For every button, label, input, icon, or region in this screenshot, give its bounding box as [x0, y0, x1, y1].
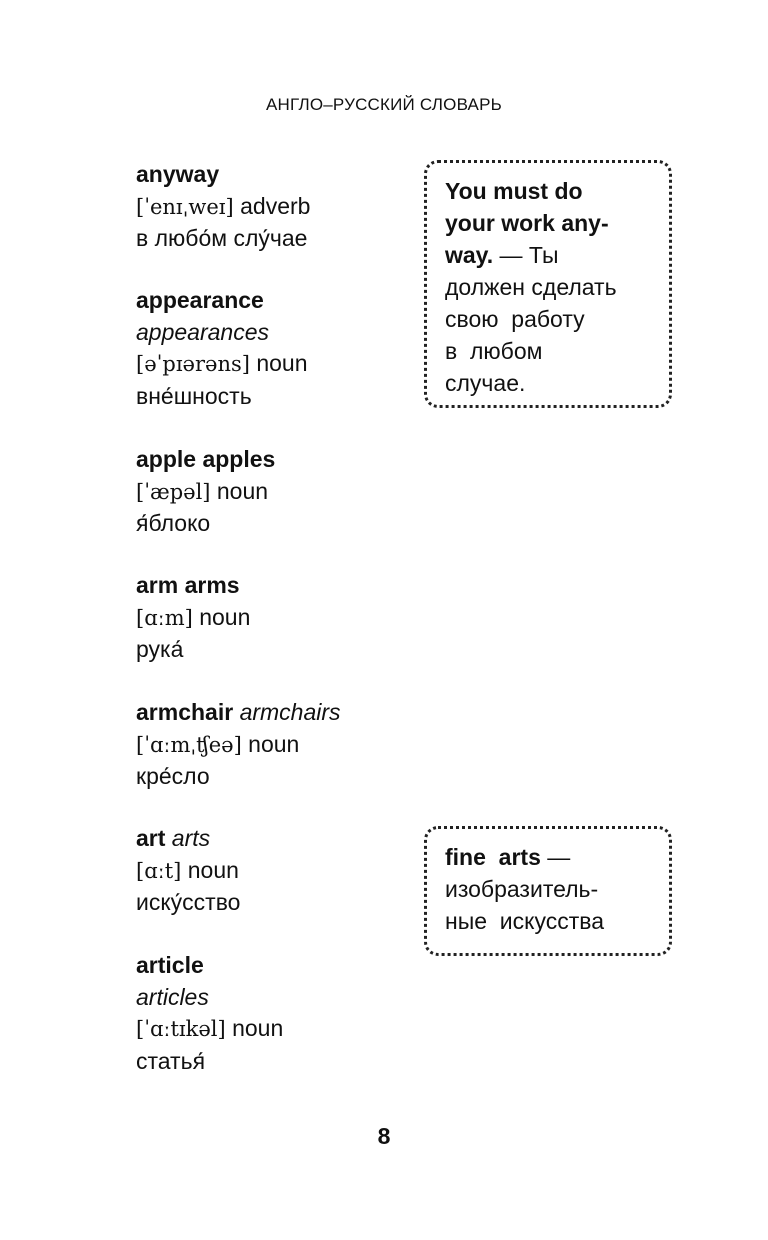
example-word: your [445, 210, 495, 236]
example-word: You [445, 178, 487, 204]
transcription: [ɑːm] [136, 605, 193, 630]
word-forms: arts [171, 825, 211, 851]
running-head: АНГЛО–РУССКИЙ СЛОВАРЬ [266, 95, 502, 114]
translation: в любо́м слу́чае [136, 225, 308, 251]
translation: рука́ [136, 636, 184, 662]
example-translation: изобразитель- [445, 876, 599, 902]
entry-armchair [136, 697, 436, 793]
example-line [445, 175, 653, 207]
example-translation: в любом [445, 338, 543, 364]
example-translation: случае. [445, 370, 526, 396]
part-of-speech: noun [248, 730, 300, 757]
headword: arm arms [136, 572, 240, 598]
word-forms: armchairs [239, 699, 341, 725]
translation: кре́сло [136, 763, 210, 789]
example-line [445, 271, 653, 303]
example-word: any- [561, 210, 609, 236]
example-line [445, 239, 653, 271]
part-of-speech: adverb [240, 192, 311, 219]
headword: anyway [136, 161, 220, 187]
transcription: [ˈenɪˌweɪ] [136, 194, 234, 219]
part-of-speech: noun [232, 1015, 284, 1041]
translation: вне́шность [136, 382, 252, 409]
example-line [445, 841, 653, 873]
example-translation: — Ты [493, 242, 559, 268]
page-number: 8 [377, 1123, 391, 1149]
example-phrase: fine arts [445, 844, 541, 870]
example-translation: сделать [531, 274, 617, 300]
part-of-speech: noun [199, 603, 251, 630]
part-of-speech: noun [256, 350, 308, 376]
example-word: way. [445, 242, 494, 268]
transcription: [ˈæpəl] [136, 479, 211, 504]
transcription: [ɑːt] [136, 858, 182, 883]
entry-appearance [136, 285, 436, 412]
headword: appearance [136, 287, 264, 313]
example-word: must [493, 178, 549, 204]
example-translation: должен [445, 274, 526, 300]
entry-art [136, 823, 436, 919]
word-forms: articles [136, 983, 209, 1010]
part-of-speech: noun [187, 856, 239, 883]
headword: article [136, 952, 204, 978]
example-word: work [501, 210, 555, 236]
transcription: [ˈɑːmˌʧeə] [136, 732, 242, 757]
entry-apple [136, 444, 436, 540]
example-line [445, 207, 653, 239]
transcription: [ˈɑːtɪkəl] [136, 1017, 226, 1041]
transcription: [əˈpɪərəns] [136, 352, 250, 376]
translation: иску́сство [136, 889, 241, 915]
headword: apple apples [136, 446, 276, 472]
example-dash: — [540, 844, 571, 870]
headword: armchair [136, 699, 234, 725]
example-box-art [424, 826, 672, 956]
word-forms: appearances [136, 318, 269, 345]
example-box-anyway [424, 160, 672, 408]
example-translation: ные искусства [445, 908, 605, 934]
part-of-speech: noun [216, 477, 269, 504]
entry-article [136, 950, 436, 1077]
headword: art [136, 825, 166, 851]
translation: статья́ [136, 1047, 206, 1074]
translation: я́блоко [136, 510, 211, 536]
entry-arm [136, 570, 436, 666]
example-word: do [554, 178, 583, 204]
entry-anyway [136, 159, 436, 255]
example-translation: свою работу [445, 306, 585, 332]
